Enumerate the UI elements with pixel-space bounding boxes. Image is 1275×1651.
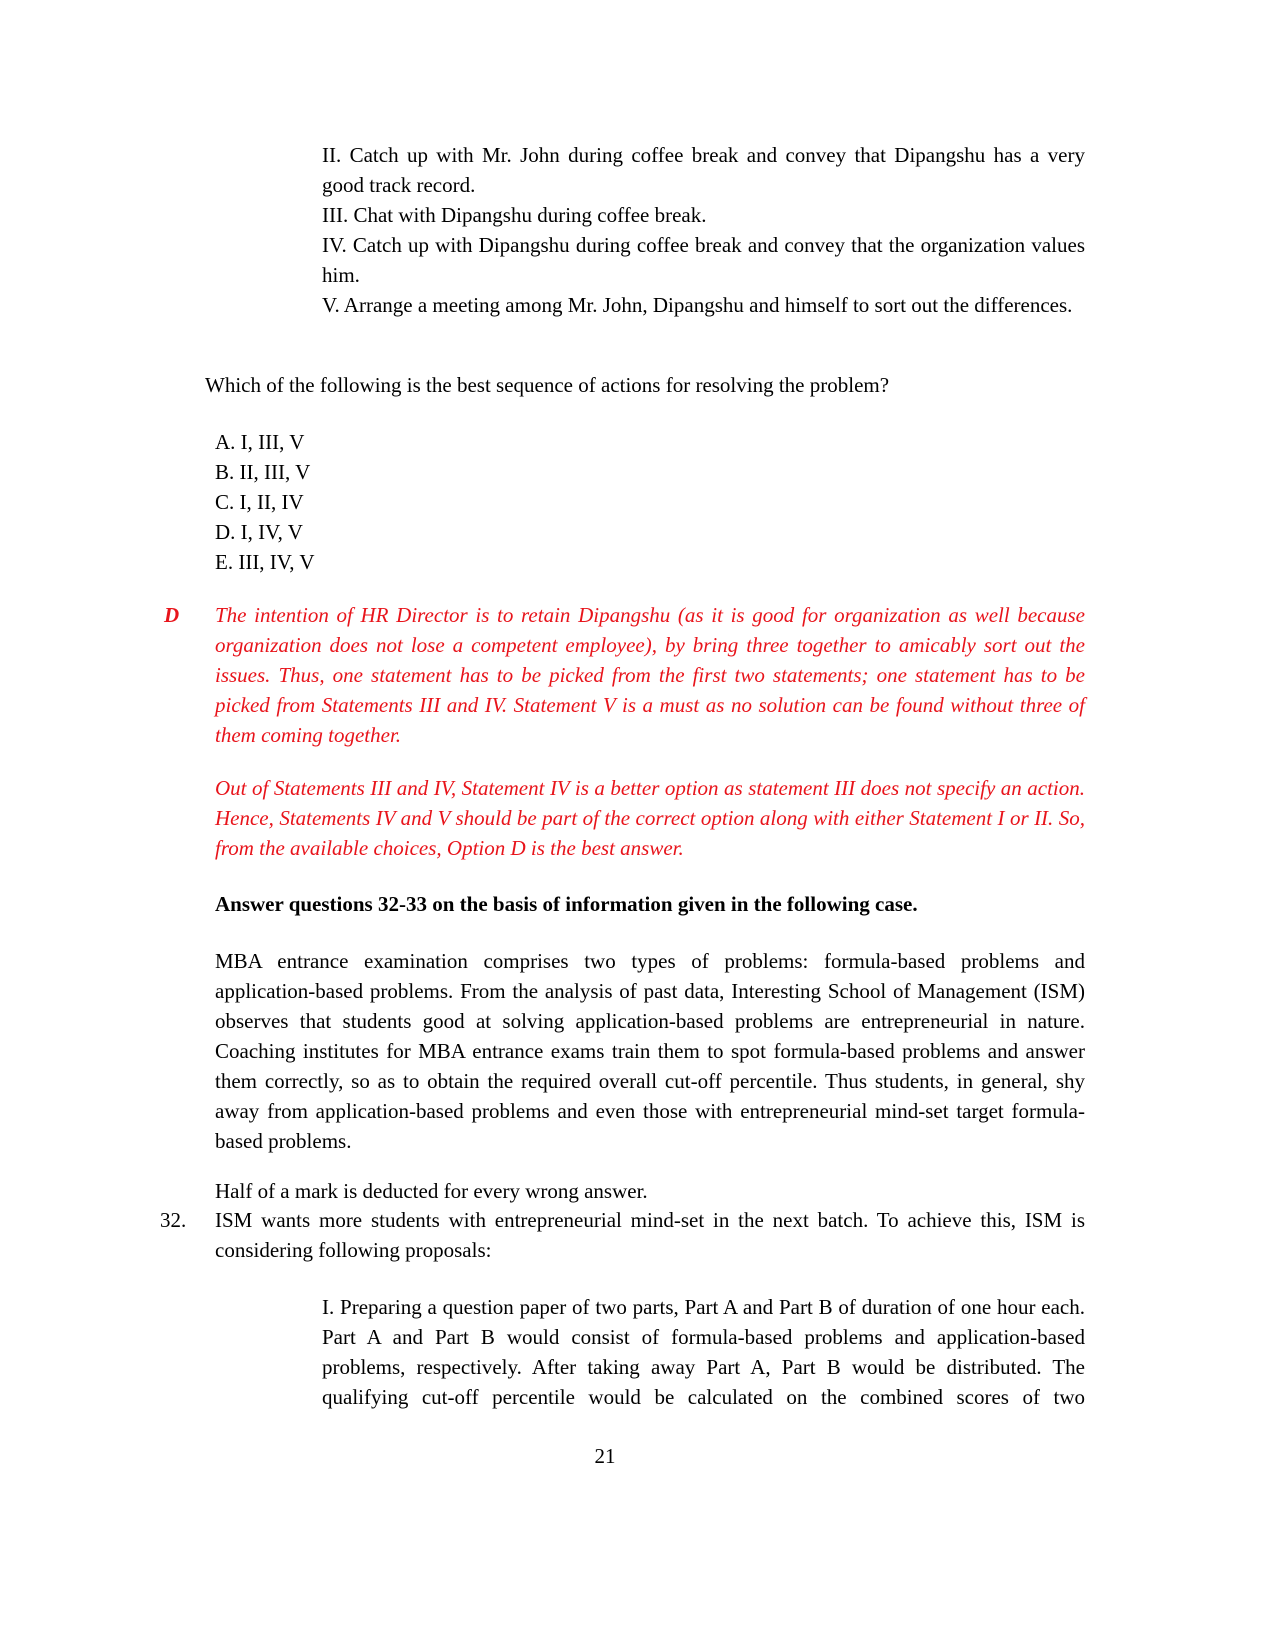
question-number: 32. [160, 1208, 187, 1232]
statement-iii: III. Chat with Dipangshu during coffee break. [322, 203, 707, 227]
statement-ii: II. Catch up with Mr. John during coffee break and convey that Dipangshu has a very good track record. [322, 143, 1085, 197]
answer-letter: D [164, 603, 180, 627]
answer-explanation-2: Out of Statements III and IV, Statement IV is a better option as statement III does not specify an action. Hence, Statements IV and V should be part of the correct option along with either Statement I or II. So, from the available choices, Option D is the best answer. [215, 776, 1085, 860]
option-c: C. I, II, IV [215, 490, 304, 514]
question-32-text: ISM wants more students with entrepreneurial mind-set in the next batch. To achieve this, ISM is considering following proposals: [215, 1208, 1085, 1262]
statement-iv: IV. Catch up with Dipangshu during coffee break and convey that the organization values him. [322, 233, 1085, 287]
page-number: 21 [594, 1444, 616, 1468]
statement-list-top [322, 140, 1085, 320]
case-heading: Answer questions 32-33 on the basis of information given in the following case. [215, 892, 918, 916]
option-a: A. I, III, V [215, 430, 305, 454]
option-b: B. II, III, V [215, 460, 311, 484]
option-e: E. III, IV, V [215, 550, 315, 574]
answer-options [215, 427, 515, 577]
option-d: D. I, IV, V [215, 520, 303, 544]
answer-explanation-1: The intention of HR Director is to retain Dipangshu (as it is good for organization as well because organization does not lose a competent employee), by bring three together to amicably sort out the issues. Thus, one statement has to be picked from the first two statements; one statement has to be picked from Statements III and IV. Statement V is a must as no solution can be found without three of them coming together. [215, 603, 1085, 747]
proposal-i: I. Preparing a question paper of two parts, Part A and Part B of duration of one hour each. Part A and Part B would consist of formula-based problems and application-based problems, respectively. After taking away Part A, Part B would be distributed. The qualifying cut-off percentile would be calculated on the combined scores of two [322, 1295, 1085, 1409]
case-text: MBA entrance examination comprises two types of problems: formula-based problems and application-based problems. From the analysis of past data, Interesting School of Management (ISM) observes that students good at solving application-based problems are entrepreneurial in nature. Coaching institutes for MBA entrance exams train them to spot formula-based problems and answer them correctly, so as to obtain the required overall cut-off percentile. Thus students, in general, shy away from application-based problems and even those with entrepreneurial mind-set target formula-based problems. [215, 949, 1085, 1153]
statement-v: V. Arrange a meeting among Mr. John, Dipangshu and himself to sort out the differences. [322, 293, 1073, 317]
question-prompt: Which of the following is the best sequence of actions for resolving the problem? [205, 373, 890, 397]
deduction-note: Half of a mark is deducted for every wrong answer. [215, 1179, 648, 1203]
